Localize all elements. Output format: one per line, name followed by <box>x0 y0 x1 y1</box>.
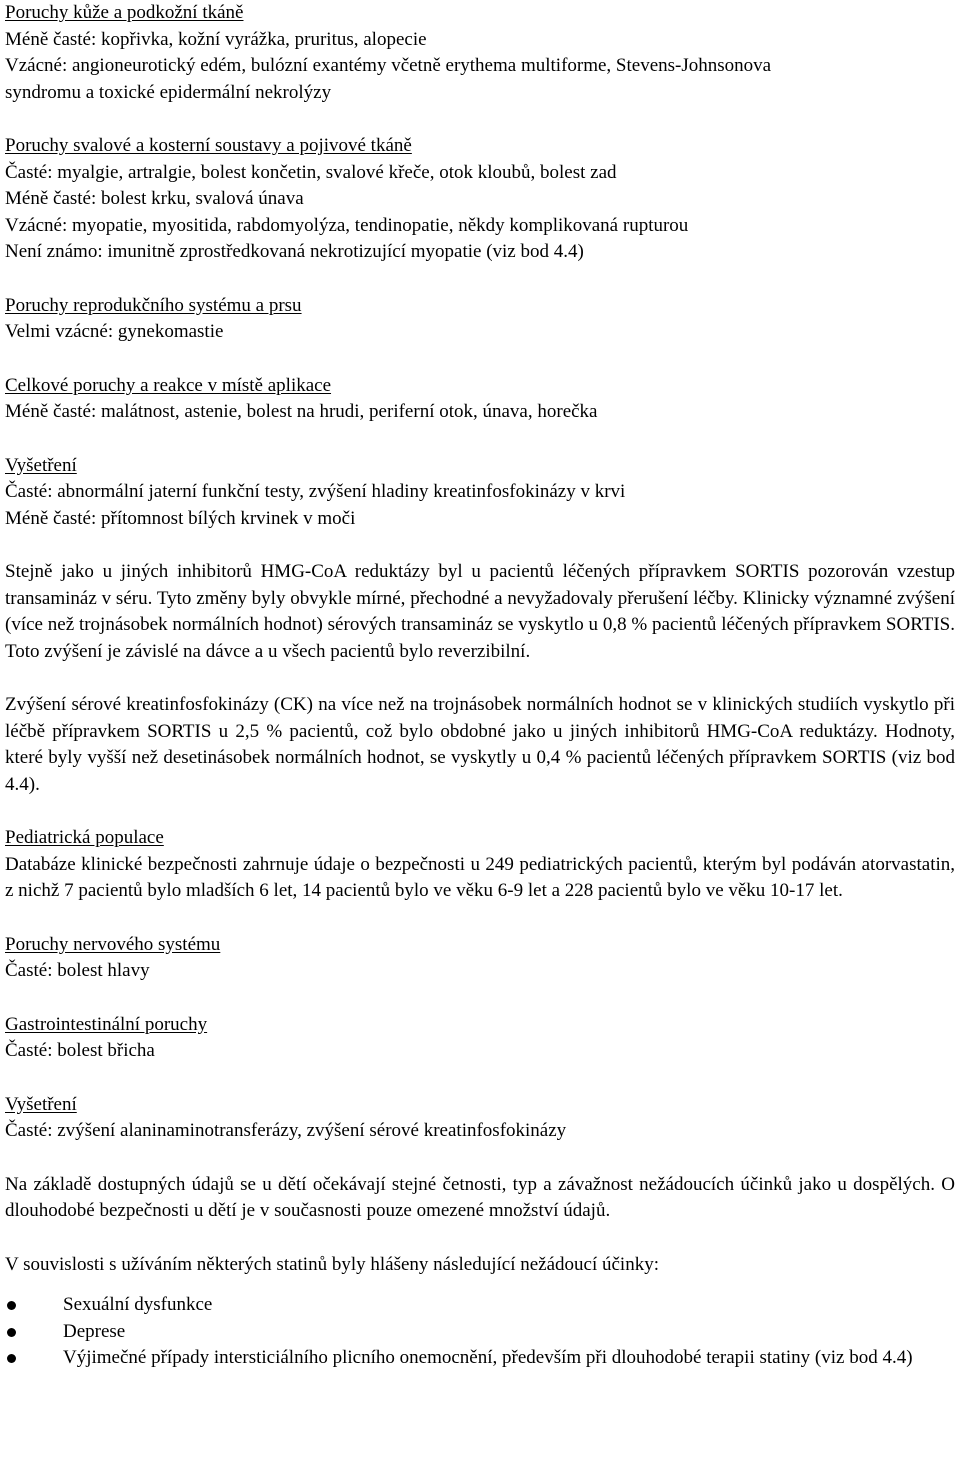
section-reproductive-disorders <box>5 293 955 346</box>
section-heading: Vyšetření <box>5 454 77 476</box>
text-line: Méně časté: kopřivka, kožní vyrážka, pruritus, alopecie <box>5 28 427 50</box>
paragraph-transaminases: Stejně jako u jiných inhibitorů HMG-CoA reduktázy byl u pacientů léčených přípravkem SORTIS pozorován vzestup transamináz v séru. Tyto změny byly obvykle mírné, přechodné a nevyžadovaly přerušení léčby. Klinicky významné zvýšení (více než trojnásobek normálních hodnot) sérových transamináz se vyskytlo u 0,8 % pacientů léčených přípravkem SORTIS. Toto zvýšení je závislé na dávce a u všech pacientů bylo reverzibilní. <box>5 561 955 662</box>
text-line: Není známo: imunitně zprostředkovaná nekrotizující myopatie (viz bod 4.4) <box>5 241 584 262</box>
section-pediatric-investigations <box>5 1092 955 1145</box>
text-line: Časté: bolest břicha <box>5 1040 155 1061</box>
text-line: Vzácné: myopatie, myositida, rabdomyolýza, tendinopatie, někdy komplikovaná rupturou <box>5 214 689 236</box>
list-item <box>5 1292 955 1319</box>
text-line: syndromu a toxické epidermální nekrolýzy <box>5 81 332 103</box>
paragraph-children-safety: Na základě dostupných údajů se u dětí očekávají stejné četnosti, typ a závažnost nežádoucích účinků jako u dospělých. O dlouhodobé bezpečnosti u dětí je v současnosti pouze omezené množství údajů. <box>5 1173 955 1221</box>
section-heading: Pediatrická populace <box>5 827 164 848</box>
statins-adverse-effects-list <box>5 1292 955 1372</box>
bullet-icon <box>7 1328 16 1337</box>
section-heading: Poruchy nervového systému <box>5 933 221 955</box>
list-item-text: Deprese <box>63 1320 126 1342</box>
list-item-text: Sexuální dysfunkce <box>63 1294 213 1315</box>
text-line: Časté: bolest hlavy <box>5 960 150 981</box>
section-heading: Vyšetření <box>5 1093 77 1115</box>
section-investigations <box>5 453 955 533</box>
text-line: Časté: abnormální jaterní funkční testy, zvýšení hladiny kreatinfosfokinázy v krvi <box>5 481 626 502</box>
document-page <box>5 0 955 1372</box>
list-item-text: Výjimečné případy intersticiálního plicního onemocnění, především při dlouhodobé terapii statiny (viz bod 4.4) <box>63 1347 913 1368</box>
section-musculoskeletal-disorders <box>5 133 955 266</box>
list-item <box>5 1345 955 1372</box>
paragraph-statins-intro: V souvislosti s užíváním některých statinů byly hlášeny následující nežádoucí účinky: <box>5 1253 659 1275</box>
text-line: Méně časté: malátnost, astenie, bolest na hrudi, periferní otok, únava, horečka <box>5 401 598 422</box>
section-heading: Poruchy svalové a kosterní soustavy a pojivové tkáně <box>5 135 412 156</box>
section-general-disorders <box>5 373 955 426</box>
section-gastrointestinal-disorders <box>5 1012 955 1065</box>
text-line: Časté: zvýšení alaninaminotransferázy, zvýšení sérové kreatinfosfokinázy <box>5 1120 567 1141</box>
section-nervous-system-disorders <box>5 932 955 985</box>
paragraph-pediatric: Databáze klinické bezpečnosti zahrnuje údaje o bezpečnosti u 249 pediatrických pacientů, kterým byl podáván atorvastatin, z nichž 7 pacientů bylo mladších 6 let, 14 pacientů bylo ve věku 6-9 let a 228 pacientů bylo ve věku 10-17 let. <box>5 853 955 901</box>
section-pediatric-population <box>5 825 955 905</box>
section-heading: Gastrointestinální poruchy <box>5 1013 208 1035</box>
section-skin-disorders <box>5 0 955 106</box>
text-line: Velmi vzácné: gynekomastie <box>5 321 224 342</box>
section-heading: Poruchy kůže a podkožní tkáně <box>5 2 244 23</box>
text-line: Méně časté: bolest krku, svalová únava <box>5 188 304 209</box>
text-line: Vzácné: angioneurotický edém, bulózní exantémy včetně erythema multiforme, Stevens-Johnsonova <box>5 55 772 76</box>
list-item <box>5 1319 955 1346</box>
section-heading: Celkové poruchy a reakce v místě aplikace <box>5 374 332 396</box>
paragraph-creatine-kinase: Zvýšení sérové kreatinfosfokinázy (CK) na více než na trojnásobek normálních hodnot se v klinických studiích vyskytlo při léčbě přípravkem SORTIS u 2,5 % pacientů, což bylo obdobné jako u jiných inhibitorů HMG-CoA reduktázy. Hodnoty, které byly vyšší než desetinásobek normálních hodnot, se vyskytly u 0,4 % pacientů léčených přípravkem SORTIS (viz bod 4.4). <box>5 694 955 795</box>
bullet-icon <box>7 1354 16 1363</box>
text-line: Méně časté: přítomnost bílých krvinek v moči <box>5 507 356 529</box>
text-line: Časté: myalgie, artralgie, bolest končetin, svalové křeče, otok kloubů, bolest zad <box>5 161 617 183</box>
section-heading: Poruchy reprodukčního systému a prsu <box>5 294 302 316</box>
bullet-icon <box>7 1301 16 1310</box>
